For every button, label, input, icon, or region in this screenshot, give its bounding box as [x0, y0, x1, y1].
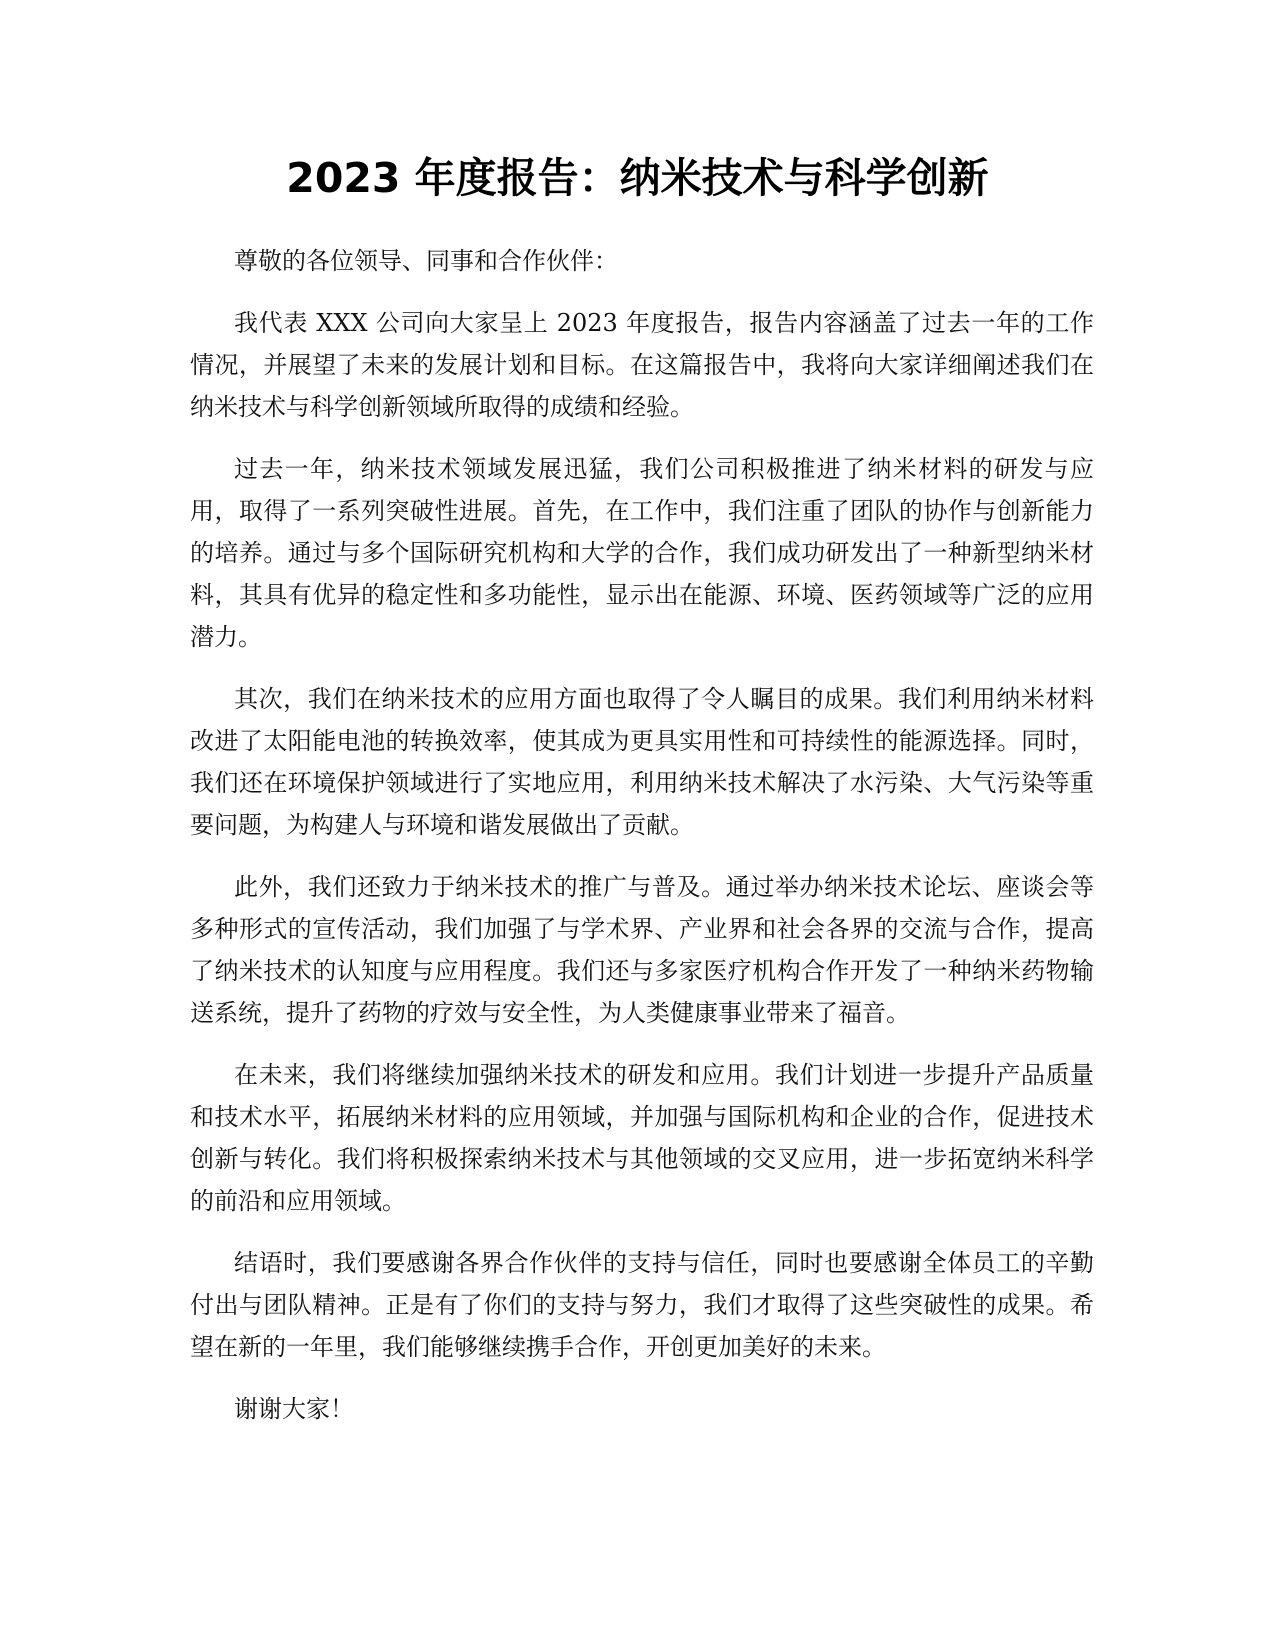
document-title: 2023 年度报告：纳米技术与科学创新 — [286, 154, 989, 202]
paragraph-future: 在未来，我们将继续加强纳米技术的研发和应用。我们计划进一步提升产品质量和技术水平，拓展纳米材料的应用领域，并加强与国际机构和企业的合作，促进技术创新与转化。我们将积极探索纳米技术与其他领域的交叉应用，进一步拓宽纳米科学的前沿和应用领域。 — [190, 1061, 1094, 1215]
paragraph-conclusion: 结语时，我们要感谢各界合作伙伴的支持与信任，同时也要感谢全体员工的辛勤付出与团队精神。正是有了你们的支持与努力，我们才取得了这些突破性的成果。希望在新的一年里，我们能够继续携手合作，开创更加美好的未来。 — [190, 1249, 1094, 1361]
paragraph-past-year: 过去一年，纳米技术领域发展迅猛，我们公司积极推进了纳米材料的研发与应用，取得了一系列突破性进展。首先，在工作中，我们注重了团队的协作与创新能力的培养。通过与多个国际研究机构和大学的合作，我们成功研发出了一种新型纳米材料，其具有优异的稳定性和多功能性，显示出在能源、环境、医药领域等广泛的应用潜力。 — [190, 455, 1094, 651]
paragraph-promotion: 此外，我们还致力于纳米技术的推广与普及。通过举办纳米技术论坛、座谈会等多种形式的宣传活动，我们加强了与学术界、产业界和社会各界的交流与合作，提高了纳米技术的认知度与应用程度。我们还与多家医疗机构合作开发了一种纳米药物输送系统，提升了药物的疗效与安全性，为人类健康事业带来了福音。 — [190, 873, 1094, 1027]
closing: 谢谢大家！ — [234, 1395, 354, 1423]
paragraph-intro: 我代表 XXX 公司向大家呈上 2023 年度报告，报告内容涵盖了过去一年的工作情况，并展望了未来的发展计划和目标。在这篇报告中，我将向大家详细阐述我们在纳米技术与科学创新领域所取得的成绩和经验。 — [190, 309, 1094, 421]
paragraph-applications: 其次，我们在纳米技术的应用方面也取得了令人瞩目的成果。我们利用纳米材料改进了太阳能电池的转换效率，使其成为更具实用性和可持续性的能源选择。同时，我们还在环境保护领域进行了实地应用，利用纳米技术解决了水污染、大气污染等重要问题，为构建人与环境和谐发展做出了贡献。 — [190, 685, 1094, 839]
salutation: 尊敬的各位领导、同事和合作伙伴： — [234, 247, 618, 275]
document-body — [190, 240, 1094, 1450]
